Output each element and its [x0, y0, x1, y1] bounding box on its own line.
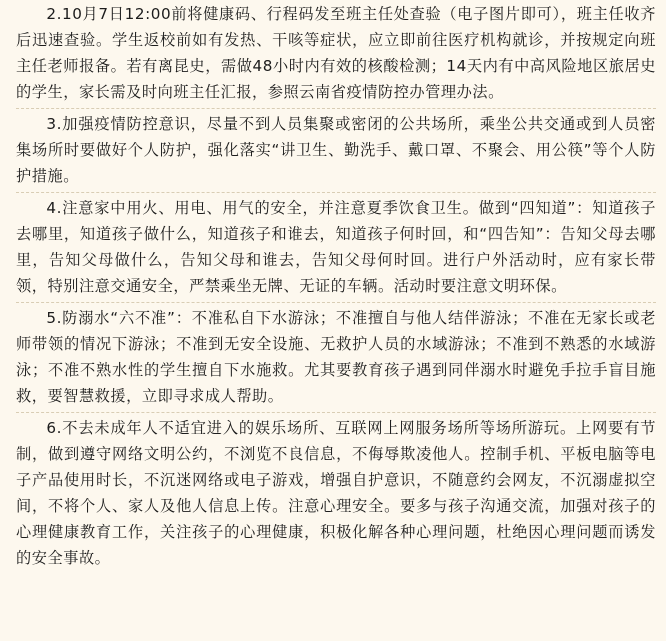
paragraph-drowning-prevention: 5.防溺水“六不准”：不准私自下水游泳；不准擅自与他人结伴游泳；不准在无家长或老师带领的情况下游泳；不准到无安全设施、无救护人员的水域游泳；不准到不熟悉的水域游泳；不准不熟水性的学生擅自下水施救。尤其要教育孩子遇到同伴溺水时避免手拉手盲目施救，要智慧救援，立即寻求成人帮助。: [16, 309, 656, 405]
paragraph-divider: [16, 192, 656, 193]
paragraph-divider: [16, 302, 656, 303]
paragraph-home-and-outdoor-safety: 4.注意家中用火、用电、用气的安全，并注意夏季饮食卫生。做到“四知道”：知道孩子去哪里，知道孩子做什么，知道孩子和谁去，知道孩子何时回，和“四告知”：告知父母去哪里，告知父母做什么，告知父母和谁去，告知父母何时回。进行户外活动时，应有家长带领，特别注意交通安全，严禁乘坐无牌、无证的车辆。活动时要注意文明环保。: [16, 199, 656, 295]
paragraph-epidemic-prevention: 3.加强疫情防控意识，尽量不到人员集聚或密闭的公共场所，乘坐公共交通或到人员密集场所时要做好个人防护，强化落实“讲卫生、勤洗手、戴口罩、不聚会、用公筷”等个人防护措施。: [16, 115, 656, 185]
paragraph-health-code-check: 2.10月7日12:00前将健康码、行程码发至班主任处查验（电子图片即可），班主任收齐后迅速查验。学生返校前如有发热、干咳等症状，应立即前往医疗机构就诊，并按规定向班主任老师报备。若有离昆史，需做48小时内有效的核酸检测；14天内有中高风险地区旅居史的学生，家长需及时向班主任汇报，参照云南省疫情防控办管理办法。: [16, 5, 656, 101]
paragraph-divider: [16, 108, 656, 109]
paragraph-divider: [16, 412, 656, 413]
paragraph-internet-and-mental-health: 6.不去未成年人不适宜进入的娱乐场所、互联网上网服务场所等场所游玩。上网要有节制，做到遵守网络文明公约，不浏览不良信息，不侮辱欺凌他人。控制手机、平板电脑等电子产品使用时长，不沉迷网络或电子游戏，增强自护意识，不随意约会网友，不沉溺虚拟空间，不将个人、家人及他人信息上传。注意心理安全。要多与孩子沟通交流，加强对孩子的心理健康教育工作，关注孩子的心理健康，积极化解各种心理问题，杜绝因心理问题而诱发的安全事故。: [16, 419, 656, 567]
